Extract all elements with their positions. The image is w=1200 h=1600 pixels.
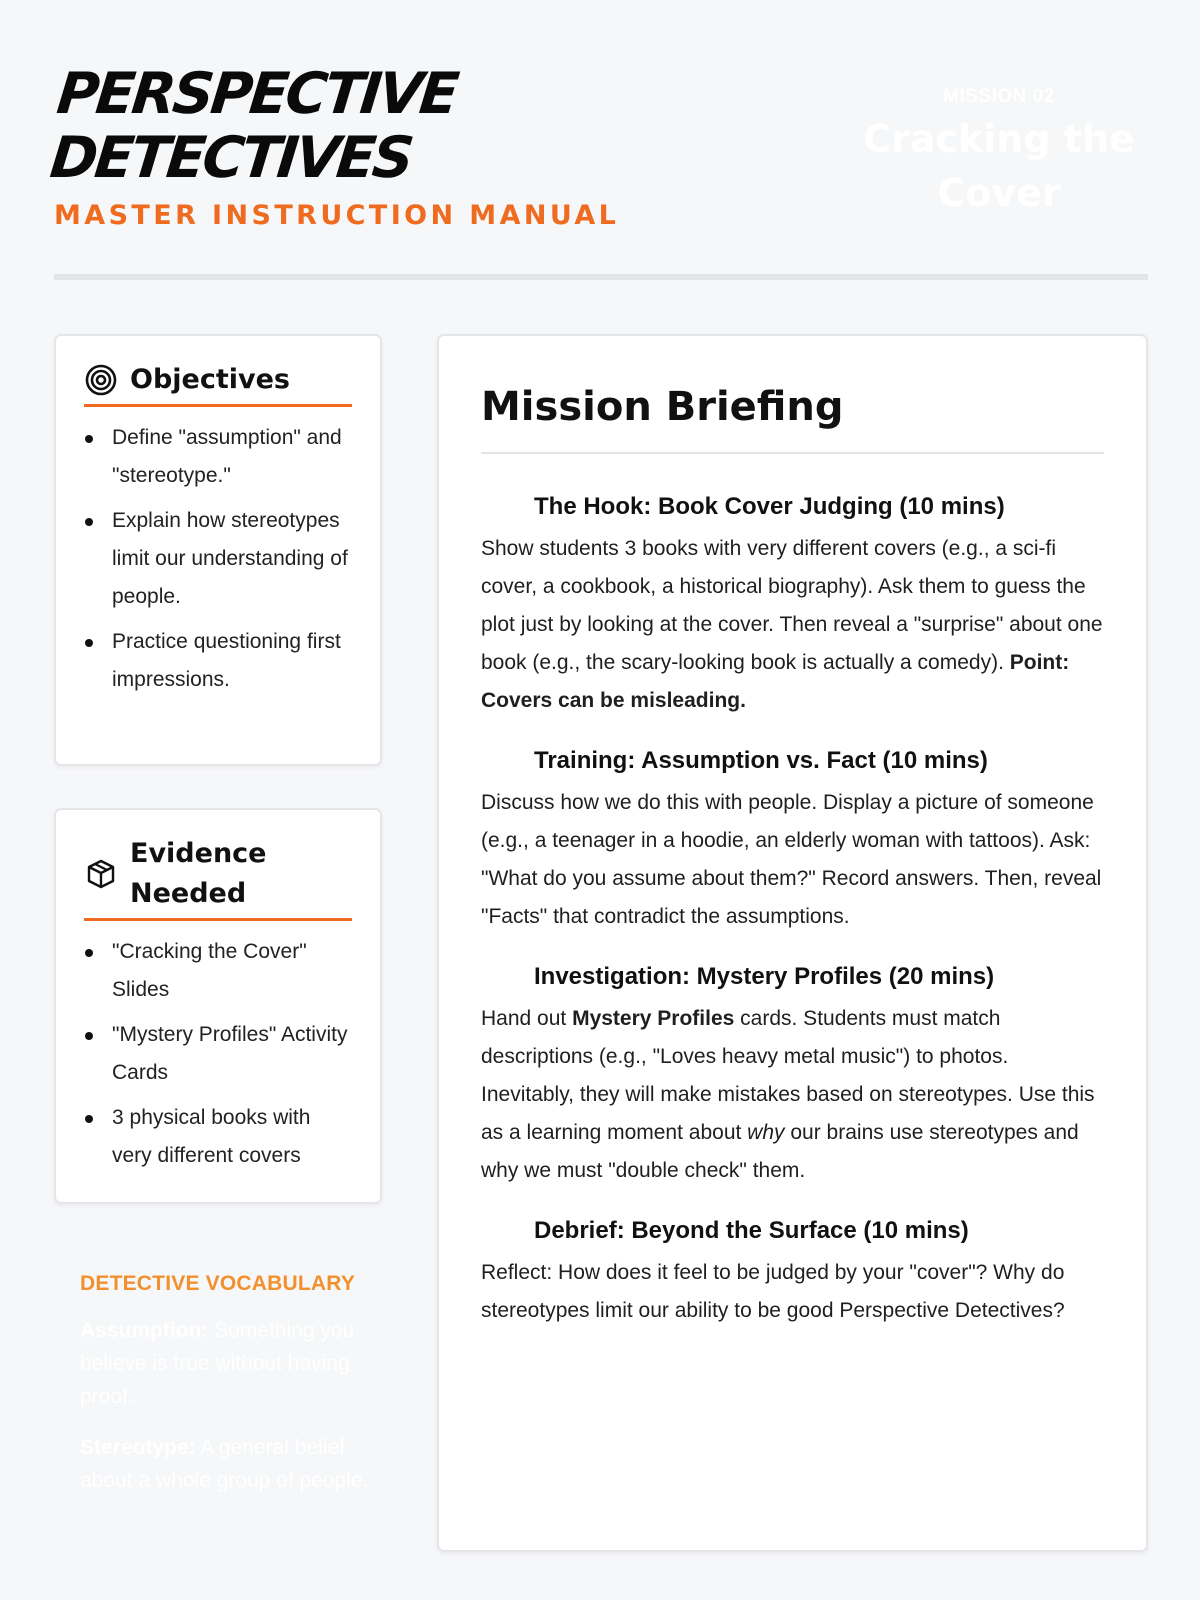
briefing-section: [481, 1216, 1104, 1330]
briefing-section: [481, 492, 1104, 720]
evidence-title: Evidence Needed: [130, 838, 267, 909]
title-line-2: DETECTIVES: [47, 125, 415, 191]
evidence-card: [54, 808, 382, 1204]
briefing-title: Mission Briefing: [481, 336, 1104, 454]
page-header: [47, 61, 1148, 242]
vocabulary-term: Assumption:: [80, 1319, 209, 1342]
evidence-list: [84, 933, 352, 1175]
body-bold-text: Point: Covers can be misleading.: [481, 651, 1070, 712]
vocabulary-title: DETECTIVE VOCABULARY: [80, 1272, 356, 1295]
vocabulary-term: Stereotype:: [80, 1436, 196, 1459]
section-body: [481, 530, 1104, 720]
objectives-list: [84, 419, 352, 699]
mission-number: MISSION 02: [943, 86, 1055, 107]
evidence-header: [84, 834, 352, 921]
list-item: "Mystery Profiles" Activity Cards: [84, 1016, 352, 1092]
body-text: Discuss how we do this with people. Display a picture of someone (e.g., a teenager in a hoodie, an elderly woman with tattoos). Ask: "What do you assume about them?" Record answers. Then, reveal "Facts" that contradict the assumptions.: [481, 791, 1102, 928]
page-subtitle: MASTER INSTRUCTION MANUAL: [54, 200, 620, 231]
list-item: 3 physical books with very different covers: [84, 1099, 352, 1175]
objectives-title: Objectives: [130, 364, 290, 395]
list-item: Practice questioning first impressions.: [84, 623, 352, 699]
body-bold-text: Mystery Profiles: [572, 1007, 735, 1030]
body-text: Hand out: [481, 1007, 573, 1030]
vocabulary-section: [80, 1272, 380, 1497]
mission-label: [814, 86, 1184, 220]
title-line-1: PERSPECTIVE: [53, 61, 460, 127]
section-heading: Training: Assumption vs. Fact (10 mins): [534, 747, 988, 774]
box-icon: [84, 857, 118, 891]
section-heading: Debrief: Beyond the Surface (10 mins): [534, 1217, 969, 1244]
body-text: cards. Students must match descriptions (e.g., "Loves heavy metal music") to photos. Inevitably, they will make mistakes based on stereotypes. Use this as a learning moment about: [481, 1007, 1095, 1144]
mission-name: Cracking the Cover: [863, 117, 1135, 215]
objectives-header: [84, 360, 352, 407]
body-text: Reflect: How does it feel to be judged by your "cover"? Why do stereotypes limit our ability to be good Perspective Detectives?: [481, 1261, 1065, 1322]
target-icon: [84, 363, 118, 397]
mission-briefing-card: [437, 334, 1148, 1552]
vocabulary-definition: Something you believe is true without having proof.: [80, 1319, 355, 1408]
body-italic-text: why: [747, 1121, 785, 1144]
body-text: Show students 3 books with very different covers (e.g., a sci-fi cover, a cookbook, a historical biography). Ask them to guess the plot just by looking at the cover. Then reveal a "surprise" about one book (e.g., the scary-looking book is actually a comedy).: [481, 537, 1103, 674]
page-title: [47, 62, 580, 190]
list-item: Explain how stereotypes limit our understanding of people.: [84, 502, 352, 616]
vocabulary-item: [80, 1431, 380, 1497]
vocabulary-definition: A general belief about a whole group of people.: [80, 1436, 369, 1492]
list-item: Define "assumption" and "stereotype.": [84, 419, 352, 495]
list-item: "Cracking the Cover" Slides: [84, 933, 352, 1009]
briefing-section: [481, 746, 1104, 936]
objectives-card: [54, 334, 382, 766]
section-heading: The Hook: Book Cover Judging (10 mins): [534, 493, 1005, 520]
body-text: our brains use stereotypes and why we must "double check" them.: [481, 1121, 1079, 1182]
section-body: [481, 784, 1104, 936]
section-body: [481, 1254, 1104, 1330]
section-body: [481, 1000, 1104, 1190]
vocabulary-item: [80, 1314, 380, 1413]
header-divider: [54, 274, 1148, 280]
section-heading: Investigation: Mystery Profiles (20 mins): [534, 963, 995, 990]
briefing-section: [481, 962, 1104, 1190]
